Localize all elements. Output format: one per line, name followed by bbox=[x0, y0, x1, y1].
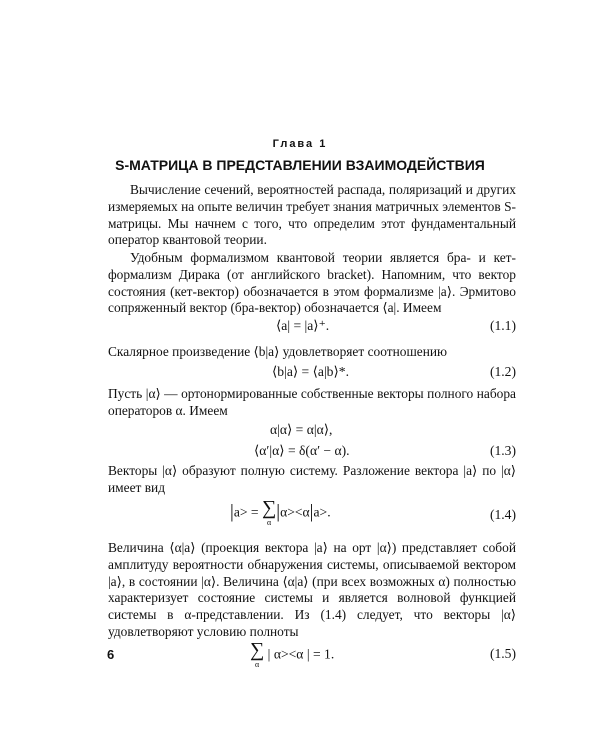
equation-number-1-4: (1.4) bbox=[489, 507, 516, 522]
equation-1-5: ∑ α | α><α | = 1. bbox=[250, 639, 335, 669]
equation-1-2: ⟨b|a⟩ = ⟨a|b⟩*. bbox=[272, 364, 349, 379]
equation-1-1: ⟨a| = |a⟩⁺. bbox=[276, 318, 330, 333]
paragraph-3: Скалярное произведение ⟨b|a⟩ удовлетворяет соотношению bbox=[108, 344, 448, 359]
equation-number-1-1: (1.1) bbox=[489, 318, 516, 333]
chapter-label: Глава 1 bbox=[272, 138, 328, 150]
paragraph-4: Пусть |α⟩ — ортонормированные собственные векторы полного набора операторов α. Имеем bbox=[108, 386, 516, 418]
page-number: 6 bbox=[107, 647, 115, 662]
equation-number-1-5: (1.5) bbox=[489, 646, 516, 661]
eq5-sum: ∑ α bbox=[250, 639, 265, 669]
eq4-ket-a: a bbox=[233, 504, 240, 520]
equation-number-1-3: (1.3) bbox=[489, 443, 516, 458]
chapter-title: S-МАТРИЦА В ПРЕДСТАВЛЕНИИ ВЗАИМОДЕЙСТВИЯ bbox=[115, 157, 485, 173]
eq4-sum: ∑ α bbox=[262, 497, 277, 527]
equation-1-3b: ⟨α′|α⟩ = δ(α′ − α). bbox=[254, 443, 350, 458]
paragraph-2: Удобным формализмом квантовой теории является бра- и кет-формализм Дирака (от английского bracket). Напомним, что вектор состояния (кет-вектор) обозначается в этом формализме |a⟩. Эрмитово сопряженный вектор (бра-вектор) обозначается ⟨a|. Имеем bbox=[108, 250, 516, 316]
paragraph-5: Векторы |α⟩ образуют полную систему. Разложение вектора |a⟩ по |α⟩ имеет вид bbox=[108, 463, 516, 495]
paragraph-1: Вычисление сечений, вероятностей распада, поляризаций и других измеряемых на опыте величин требует знания матричных элементов S-матрицы. Мы начнем с того, что определим этот фундаментальный оператор квантовой теории. bbox=[108, 182, 516, 248]
equation-1-3a: α|α⟩ = α|α⟩, bbox=[270, 422, 333, 437]
equation-number-1-2: (1.2) bbox=[489, 364, 516, 379]
equation-1-4: |a> = ∑ α |α><α|a>. bbox=[230, 497, 331, 527]
paragraph-6: Величина ⟨α|a⟩ (проекция вектора |a⟩ на орт |α⟩) представляет собой амплитуду вероятности обнаружения системы, описываемой вектором |a⟩, в состоянии |α⟩. Величина ⟨α|a⟩ (при всех возможных α) полностью характеризует состояние системы и является волновой функцией системы в α-представлении. Из (1.4) следует, что векторы |α⟩ удовлетворяют условию полноты bbox=[108, 540, 516, 639]
